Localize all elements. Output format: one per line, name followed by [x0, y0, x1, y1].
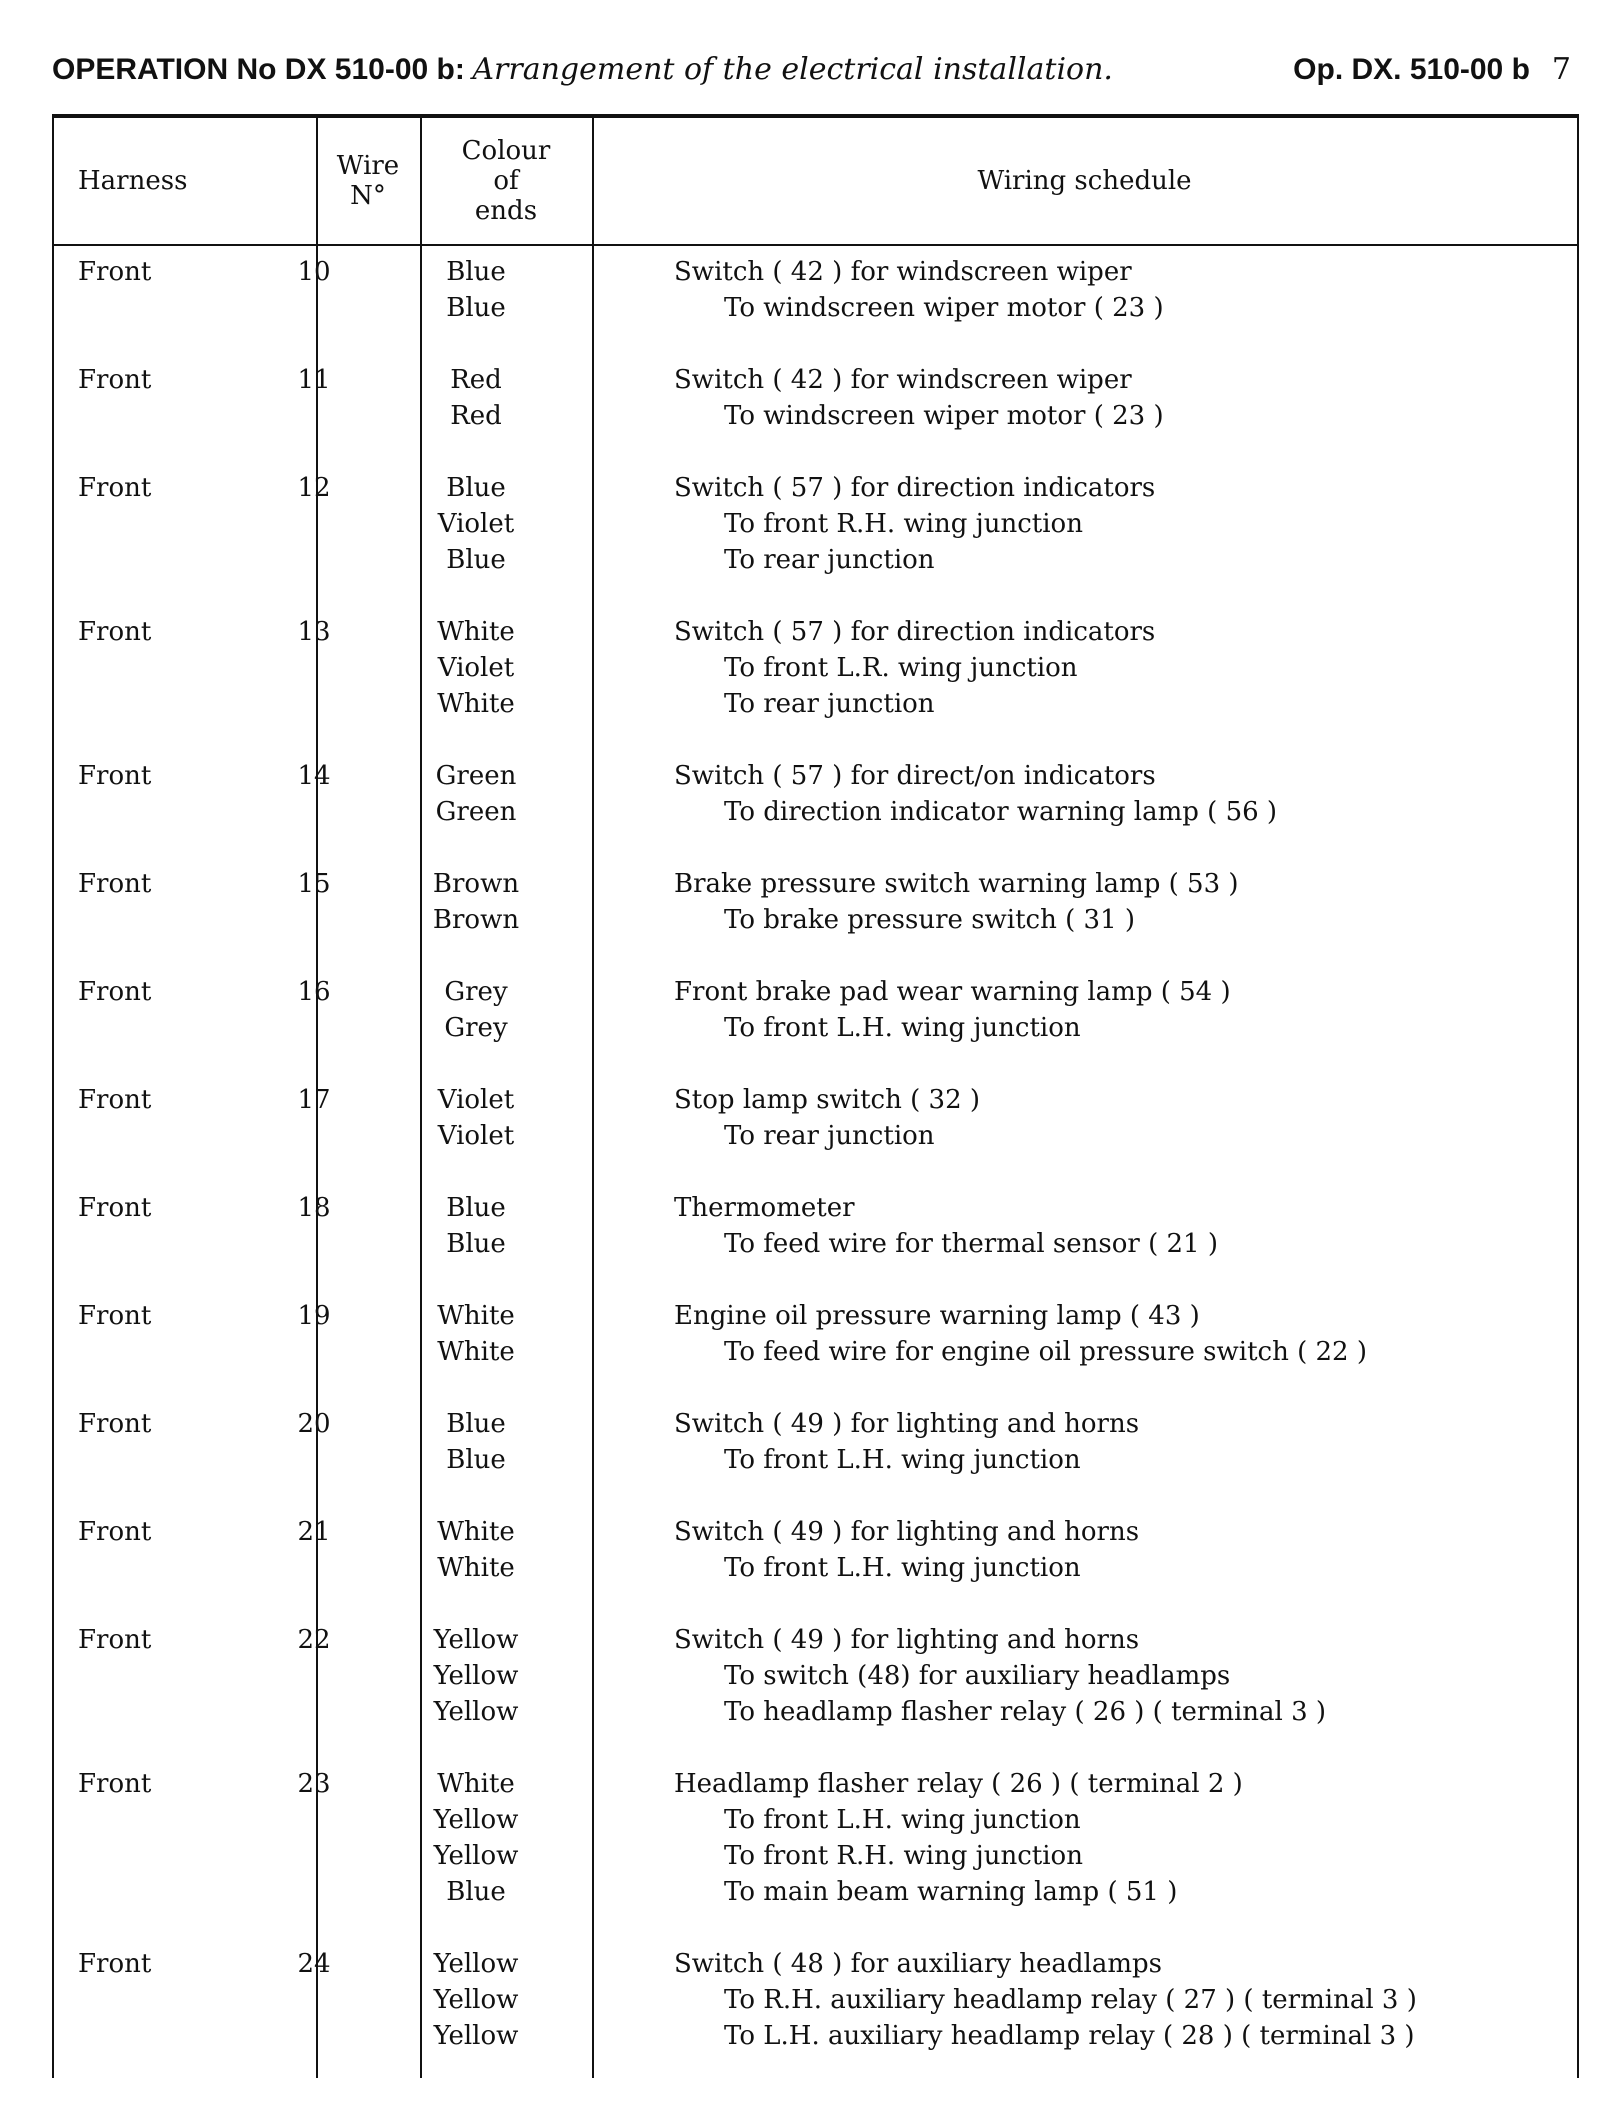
schedule-destination: To front L.H. wing junction — [724, 1805, 1081, 1835]
schedule-cell — [674, 254, 1164, 326]
schedule-source: Engine oil pressure warning lamp ( 43 ) — [674, 1301, 1200, 1331]
table-row — [54, 1622, 1577, 1730]
schedule-destination: To L.H. auxiliary headlamp relay ( 28 ) ( terminal 3 ) — [724, 2021, 1415, 2051]
colour-header-line: Colour — [461, 136, 551, 166]
harness-cell: Front — [78, 869, 152, 899]
wire-number-cell: 17 — [297, 1085, 331, 1115]
colour-entry: White — [437, 1337, 515, 1367]
colour-cell — [426, 1406, 526, 1478]
wire-number-cell: 23 — [297, 1769, 331, 1799]
colour-entry: Yellow — [433, 1985, 519, 2015]
colour-cell — [426, 1190, 526, 1262]
schedule-destination: To front R.H. wing junction — [724, 1841, 1083, 1871]
harness-cell: Front — [78, 617, 152, 647]
table-row — [54, 470, 1577, 578]
harness-cell: Front — [78, 1949, 152, 1979]
colour-entry: White — [437, 617, 515, 647]
colour-entry: Violet — [437, 1085, 515, 1115]
colour-entry: Yellow — [433, 1805, 519, 1835]
schedule-source: Switch ( 57 ) for direction indicators — [674, 617, 1156, 647]
harness-cell: Front — [78, 1517, 152, 1547]
operation-title: Arrangement of the electrical installation. — [472, 52, 1113, 87]
table-row — [54, 614, 1577, 722]
colour-entry: Green — [435, 761, 517, 791]
wire-number-cell: 14 — [297, 761, 331, 791]
table-header — [54, 118, 1577, 246]
schedule-source: Thermometer — [674, 1193, 855, 1223]
harness-cell: Front — [78, 977, 152, 1007]
schedule-destination: To direction indicator warning lamp ( 56 ) — [724, 797, 1278, 827]
colour-entry: Blue — [446, 293, 506, 323]
colour-cell — [426, 1514, 526, 1586]
schedule-source: Switch ( 49 ) for lighting and horns — [674, 1409, 1140, 1439]
colour-cell — [426, 758, 526, 830]
wire-number-cell: 19 — [297, 1301, 331, 1331]
table-row — [54, 758, 1577, 830]
colour-entry: White — [437, 689, 515, 719]
colour-cell — [426, 1946, 526, 2054]
schedule-destination: To feed wire for thermal sensor ( 21 ) — [724, 1229, 1218, 1259]
column-header-schedule: Wiring schedule — [977, 166, 1192, 196]
schedule-cell — [674, 758, 1277, 830]
wire-number-cell: 12 — [297, 473, 331, 503]
colour-entry: Red — [450, 365, 502, 395]
schedule-cell — [674, 1514, 1139, 1586]
table-row — [54, 1082, 1577, 1154]
column-header-colour — [420, 118, 592, 244]
colour-entry: White — [437, 1553, 515, 1583]
colour-entry: White — [437, 1769, 515, 1799]
colour-cell — [426, 1766, 526, 1910]
schedule-source: Switch ( 49 ) for lighting and horns — [674, 1625, 1140, 1655]
schedule-cell — [674, 614, 1155, 722]
colour-entry: Brown — [432, 905, 520, 935]
colour-cell — [426, 866, 526, 938]
table-row — [54, 362, 1577, 434]
schedule-destination: To R.H. auxiliary headlamp relay ( 27 ) ( terminal 3 ) — [724, 1985, 1417, 2015]
table-row — [54, 1514, 1577, 1586]
harness-cell: Front — [78, 1085, 152, 1115]
colour-entry: Blue — [446, 1877, 506, 1907]
colour-entry: Violet — [437, 653, 515, 683]
schedule-source: Switch ( 49 ) for lighting and horns — [674, 1517, 1140, 1547]
schedule-cell — [674, 1946, 1417, 2054]
schedule-cell — [674, 1766, 1243, 1910]
colour-header-line: ends — [474, 196, 538, 226]
operation-number: OPERATION No DX 510-00 b: — [52, 53, 465, 86]
schedule-source: Switch ( 42 ) for windscreen wiper — [674, 365, 1132, 395]
wire-number-cell: 11 — [297, 365, 331, 395]
schedule-destination: To rear junction — [724, 545, 935, 575]
colour-entry: White — [437, 1301, 515, 1331]
colour-entry: Blue — [446, 1445, 506, 1475]
colour-entry: Blue — [446, 1229, 506, 1259]
wire-number-cell: 16 — [297, 977, 331, 1007]
colour-cell — [426, 1082, 526, 1154]
colour-entry: White — [437, 1517, 515, 1547]
schedule-destination: To brake pressure switch ( 31 ) — [724, 905, 1136, 935]
schedule-source: Brake pressure switch warning lamp ( 53 ) — [674, 869, 1239, 899]
colour-cell — [426, 1298, 526, 1370]
wire-number-cell: 21 — [297, 1517, 331, 1547]
schedule-destination: To windscreen wiper motor ( 23 ) — [724, 401, 1164, 431]
harness-cell: Front — [78, 1769, 152, 1799]
colour-cell — [426, 974, 526, 1046]
colour-entry: Grey — [444, 977, 508, 1007]
schedule-destination: To main beam warning lamp ( 51 ) — [724, 1877, 1178, 1907]
schedule-cell — [674, 362, 1164, 434]
schedule-source: Switch ( 42 ) for windscreen wiper — [674, 257, 1132, 287]
schedule-source: Front brake pad wear warning lamp ( 54 ) — [674, 977, 1231, 1007]
colour-entry: Red — [450, 401, 502, 431]
schedule-cell — [674, 866, 1239, 938]
colour-entry: Grey — [444, 1013, 508, 1043]
table-row — [54, 1946, 1577, 2054]
table-row — [54, 1766, 1577, 1910]
schedule-destination: To windscreen wiper motor ( 23 ) — [724, 293, 1164, 323]
schedule-destination: To switch (48) for auxiliary headlamps — [724, 1661, 1231, 1691]
wire-header-line: Wire — [336, 151, 400, 181]
schedule-source: Headlamp flasher relay ( 26 ) ( terminal 2 ) — [674, 1769, 1243, 1799]
table-row — [54, 1190, 1577, 1262]
colour-entry: Blue — [446, 473, 506, 503]
schedule-destination: To rear junction — [724, 689, 935, 719]
schedule-source: Stop lamp switch ( 32 ) — [674, 1085, 981, 1115]
colour-entry: Violet — [437, 509, 515, 539]
table-row — [54, 1298, 1577, 1370]
wire-number-cell: 18 — [297, 1193, 331, 1223]
colour-entry: Yellow — [433, 1697, 519, 1727]
schedule-destination: To front L.H. wing junction — [724, 1445, 1081, 1475]
harness-cell: Front — [78, 1193, 152, 1223]
colour-entry: Yellow — [433, 1625, 519, 1655]
wire-number-cell: 24 — [297, 1949, 331, 1979]
harness-cell: Front — [78, 257, 152, 287]
schedule-cell — [674, 1190, 1218, 1262]
colour-cell — [426, 614, 526, 722]
table-row — [54, 974, 1577, 1046]
wire-number-cell: 15 — [297, 869, 331, 899]
colour-cell — [426, 254, 526, 326]
colour-entry: Yellow — [433, 1661, 519, 1691]
column-header-harness: Harness — [78, 166, 188, 196]
schedule-destination: To rear junction — [724, 1121, 935, 1151]
schedule-destination: To front L.H. wing junction — [724, 1013, 1081, 1043]
schedule-destination: To front R.H. wing junction — [724, 509, 1083, 539]
colour-entry: Yellow — [433, 1841, 519, 1871]
page-number: 7 — [1551, 52, 1571, 87]
colour-cell — [426, 1622, 526, 1730]
harness-cell: Front — [78, 761, 152, 791]
schedule-source: Switch ( 57 ) for direction indicators — [674, 473, 1156, 503]
wiring-table — [52, 114, 1579, 2078]
harness-cell: Front — [78, 365, 152, 395]
colour-entry: Blue — [446, 1409, 506, 1439]
colour-entry: Yellow — [433, 2021, 519, 2051]
schedule-cell — [674, 1082, 980, 1154]
wire-number-cell: 13 — [297, 617, 331, 647]
table-row — [54, 1406, 1577, 1478]
schedule-destination: To headlamp flasher relay ( 26 ) ( terminal 3 ) — [724, 1697, 1327, 1727]
colour-entry: Yellow — [433, 1949, 519, 1979]
colour-entry: Brown — [432, 869, 520, 899]
schedule-cell — [674, 1622, 1326, 1730]
colour-entry: Violet — [437, 1121, 515, 1151]
schedule-cell — [674, 1406, 1139, 1478]
operation-heading — [52, 52, 1113, 87]
colour-cell — [426, 362, 526, 434]
colour-entry: Blue — [446, 257, 506, 287]
table-row — [54, 866, 1577, 938]
schedule-destination: To front L.R. wing junction — [724, 653, 1078, 683]
schedule-source: Switch ( 57 ) for direct/on indicators — [674, 761, 1156, 791]
schedule-destination: To front L.H. wing junction — [724, 1553, 1081, 1583]
wire-number-cell: 22 — [297, 1625, 331, 1655]
colour-header-line: of — [493, 166, 519, 196]
wire-header-line: N° — [350, 181, 386, 211]
schedule-cell — [674, 974, 1231, 1046]
wire-number-cell: 20 — [297, 1409, 331, 1439]
operation-ref-code: Op. DX. 510-00 b — [1293, 53, 1530, 86]
colour-entry: Green — [435, 797, 517, 827]
column-header-wire — [316, 118, 420, 244]
schedule-destination: To feed wire for engine oil pressure switch ( 22 ) — [724, 1337, 1368, 1367]
harness-cell: Front — [78, 473, 152, 503]
schedule-source: Switch ( 48 ) for auxiliary headlamps — [674, 1949, 1163, 1979]
schedule-cell — [674, 1298, 1367, 1370]
colour-entry: Blue — [446, 545, 506, 575]
table-row — [54, 254, 1577, 326]
harness-cell: Front — [78, 1625, 152, 1655]
colour-entry: Blue — [446, 1193, 506, 1223]
schedule-cell — [674, 470, 1155, 578]
harness-cell: Front — [78, 1409, 152, 1439]
page-header — [52, 52, 1571, 98]
harness-cell: Front — [78, 1301, 152, 1331]
operation-reference — [1293, 52, 1571, 87]
colour-cell — [426, 470, 526, 578]
wire-number-cell: 10 — [297, 257, 331, 287]
